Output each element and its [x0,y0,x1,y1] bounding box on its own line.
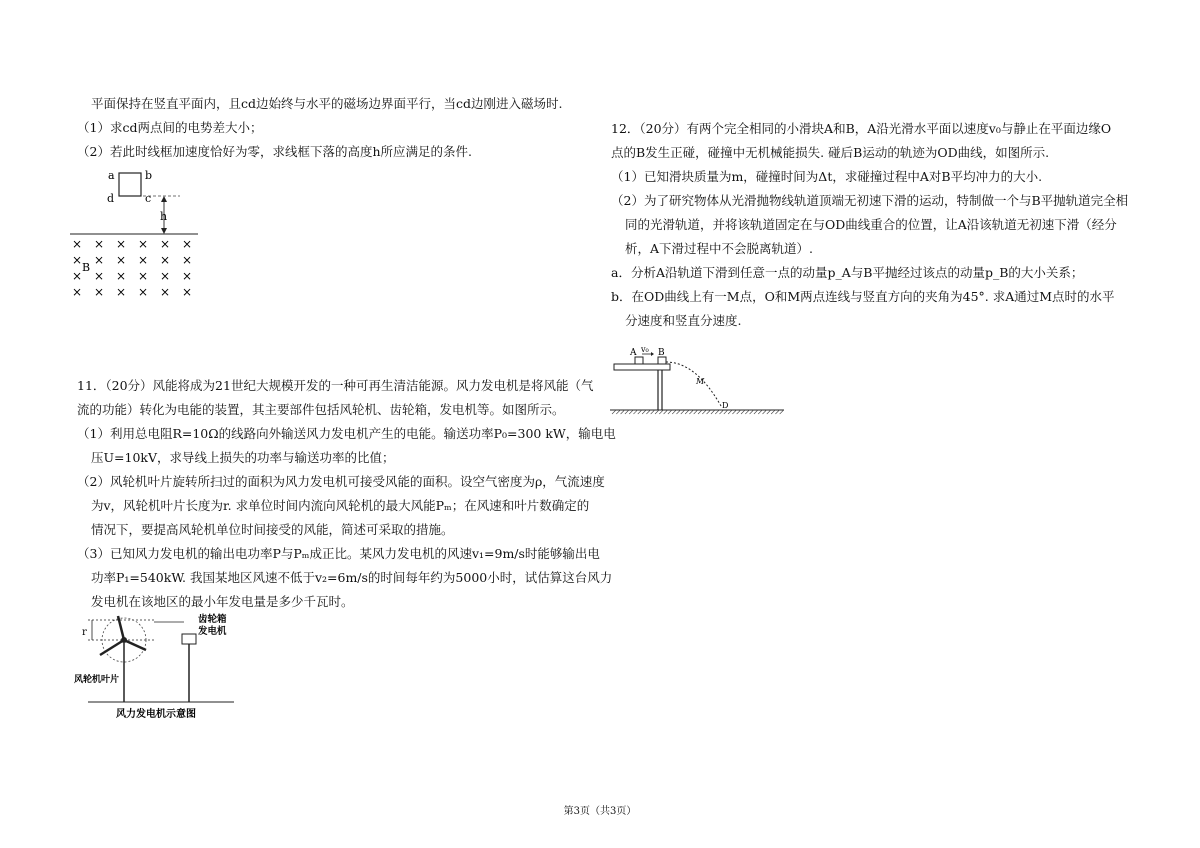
label-M: M [696,377,705,386]
parabola-OD [666,362,721,406]
q11-line-3: （1）利用总电阻R=10Ω的线路向外输送风力发电机产生的电能。输送功率P₀=300 kW，输电电 [77,426,616,441]
q11-line-7: 情况下，要提高风轮机单位时间接受的风能，简述可采取的措施。 [91,522,454,537]
hatch-line [689,410,693,414]
prev-line-2: （1）求cd两点间的电势差大小； [77,120,263,135]
label-field-B: B [82,261,91,274]
field-cross: × [116,269,127,283]
field-cross: × [72,237,83,251]
field-cross: × [72,285,83,299]
label-D: D [722,401,729,410]
generator-label: 发电机 [198,626,227,637]
hatch-line [707,410,711,414]
hatch-line [638,410,642,414]
wind-turbine-figure [74,610,254,722]
q12-line-1: 12．（20分）有两个完全相同的小滑块A和B，A沿光滑水平面以速度v₀与静止在平面边缘O [611,121,1112,136]
q12-line-8: b．在OD曲线上有一M点，O和M两点连线与竖直方向的夹角为45°. 求A通过M点时的水平 [611,289,1115,304]
label-c: c [145,192,152,205]
field-cross: × [138,269,149,283]
q11-line-2: 流的功能）转化为电能的装置，其主要部件包括风轮机、齿轮箱，发电机等。如图所示。 [77,402,565,417]
wire-frame [119,173,141,196]
field-cross: × [138,253,149,267]
q12-line-4: （2）为了研究物体从光滑抛物线轨道顶端无初速下滑的运动，特制做一个与B平抛轨道完全相 [611,193,1129,208]
field-cross: × [72,269,83,283]
field-cross: × [138,285,149,299]
blade [124,640,146,650]
ground-hatch [612,410,784,414]
hatch-line [698,410,702,414]
q12-line-2: 点的B发生正碰，碰撞中无机械能损失. 碰后B运动的轨迹为OD曲线，如图所示. [611,145,1050,160]
table-top [614,364,670,370]
hatch-line [732,410,736,414]
hatch-line [754,410,758,414]
label-a: a [108,169,115,182]
hatch-line [677,410,681,414]
field-cross: × [94,237,105,251]
field-cross: × [182,269,193,283]
q12-line-6: 析，A下滑过程中不会脱离轨道）. [625,241,814,256]
gearbox [182,634,196,644]
field-cross: × [116,237,127,251]
field-cross: × [160,285,171,299]
field-cross: × [94,253,105,267]
hatch-line [750,410,754,414]
q11-line-4: 压U=10kV，求导线上损失的功率与输送功率的比值； [91,450,395,465]
q11-line-9: 功率P₁=540kW. 我国某地区风速不低于v₂=6m/s的时间每年约为5000小时，试估算这台风力 [91,570,613,585]
gearbox-label: 齿轮箱 [198,614,227,625]
hatch-line [771,410,775,414]
page-footer: 第3页（共3页） [563,806,637,817]
slider-A [635,357,643,364]
field-cross: × [160,269,171,283]
hatch-line [715,410,719,414]
hatch-line [694,410,698,414]
label-B: B [658,348,665,358]
hatch-line [634,410,638,414]
prev-line-3: （2）若此时线框加速度恰好为零，求线框下落的高度h所应满足的条件. [77,144,472,159]
hatch-line [629,410,633,414]
field-cross: × [182,237,193,251]
q11-line-6: 为v，风轮机叶片长度为r. 求单位时间内流向风轮机的最大风能Pₘ；在风速和叶片数确定的 [91,498,590,513]
hatch-line [780,410,784,414]
q12-line-7: a．分析A沿轨道下滑到任意一点的动量p_A与B平抛经过该点的动量p_B的大小关系； [611,265,1084,280]
field-cross: × [138,237,149,251]
hatch-line [728,410,732,414]
hatch-line [612,410,616,414]
label-A: A [630,348,637,358]
hatch-line [702,410,706,414]
hatch-line [646,410,650,414]
q11-line-5: （2）风轮机叶片旋转所扫过的面积为风力发电机可接受风能的面积。设空气密度为ρ，气流速度 [77,474,605,489]
hatch-line [745,410,749,414]
blade-label: 风轮机叶片 [74,675,120,685]
label-v0: v₀ [641,345,649,354]
q11-line-1: 11．（20分）风能将成为21世纪大规模开发的一种可再生清洁能源。风力发电机是将风能（气 [77,378,594,393]
field-cross: × [160,253,171,267]
hatch-line [642,410,646,414]
hatch-line [775,410,779,414]
label-h: h [160,210,168,223]
q12-line-5: 同的光滑轨道，并将该轨道固定在与OD曲线重合的位置，让A沿该轨道无初速下滑（经分 [625,217,1117,232]
r-label: r [82,627,87,638]
field-cross: × [94,285,105,299]
q12-line-9: 分速度和竖直分速度. [625,313,742,328]
figure-caption: 风力发电机示意图 [116,709,196,720]
hatch-line [668,410,672,414]
hatch-line [616,410,620,414]
label-b: b [145,169,153,182]
hatch-line [651,410,655,414]
hatch-line [767,410,771,414]
hatch-line [672,410,676,414]
hatch-line [711,410,715,414]
slider-trajectory-figure [606,340,786,420]
hatch-line [737,410,741,414]
field-cross: × [116,253,127,267]
field-cross: × [94,269,105,283]
hatch-line [659,410,663,414]
hatch-line [741,410,745,414]
q12-line-3: （1）已知滑块质量为m，碰撞时间为Δt，求碰撞过程中A对B平均冲力的大小. [611,169,1043,184]
field-cross: × [160,237,171,251]
hatch-line [724,410,728,414]
field-cross: × [116,285,127,299]
frame-field-figure [70,164,210,304]
hatch-line [625,410,629,414]
prev-line-1: 平面保持在竖直平面内，且cd边始终与水平的磁场边界面平行，当cd边刚进入磁场时. [91,96,563,111]
q11-line-8: （3）已知风力发电机的输出电功率P与Pₘ成正比。某风力发电机的风速v₁=9m/s时能够输出电 [77,546,600,561]
label-d: d [107,192,115,205]
slider-B [658,357,666,364]
hatch-line [681,410,685,414]
hatch-line [685,410,689,414]
field-cross: × [182,253,193,267]
hatch-line [758,410,762,414]
hatch-line [763,410,767,414]
hatch-line [655,410,659,414]
field-cross: × [72,253,83,267]
q11-line-10: 发电机在该地区的最小年发电量是多少千瓦时。 [91,594,354,609]
blade [118,616,124,640]
hatch-line [664,410,668,414]
hatch-line [720,410,724,414]
field-cross: × [182,285,193,299]
hatch-line [621,410,625,414]
